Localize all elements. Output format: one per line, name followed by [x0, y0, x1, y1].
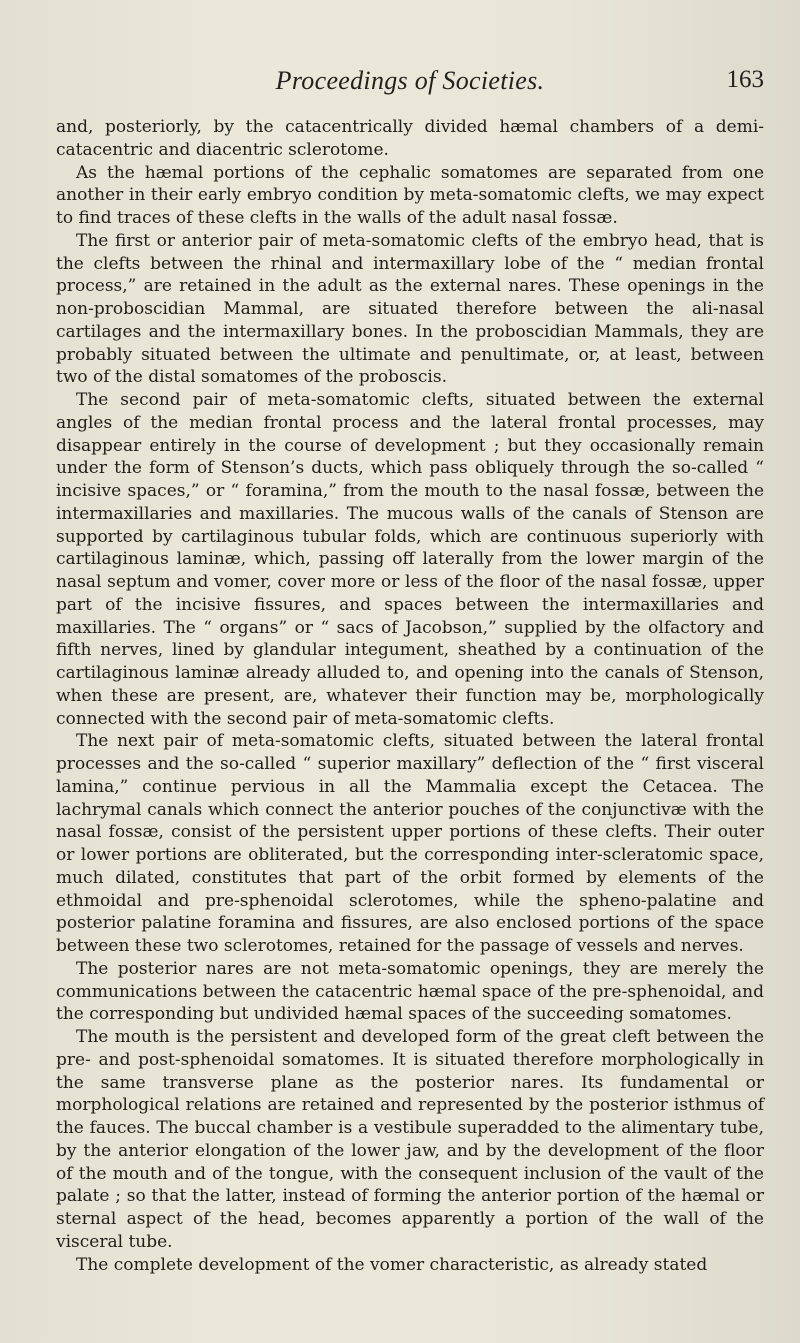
- paragraph: The mouth is the persistent and developed form of the great cleft between the pre- and post-sphenoidal somatomes. It is situated therefore morphologically in the same transverse plane as the posterior nares. Its fundamental or morphological relations are retained and represented by the posterior isthmus of the fauces. The buccal chamber is a vestibule superadded to the alimentary tube, by the anterior elongation of the lower jaw, and by the development of the floor of the mouth and of the tongue, with the consequent inclusion of the vault of the palate ; so that the latter, instead of forming the anterior portion of the hæmal or sternal aspect of the head, becomes apparently a portion of the wall of the visceral tube.: [56, 1027, 764, 1252]
- paragraph: The second pair of meta-somatomic clefts, situated between the external angles of the median frontal process and the lateral frontal processes, may disappear entirely in the course of development ; but they occasionally remain under the form of Stenson’s ducts, which pass obliquely through the so-called “ incisive spaces,” or “ foramina,” from the mouth to the nasal fossæ, between the intermaxillaries and maxillaries. The mucous walls of the canals of Stenson are supported by cartilaginous tubular folds, which are continuous superiorly with cartilaginous laminæ, which, passing off laterally from the lower margin of the nasal septum and vomer, cover more or less of the floor of the nasal fossæ, upper part of the incisive fissures, and spaces between the intermaxillaries and maxillaries. The “ organs” or “ sacs of Jacobson,” supplied by the olfactory and fifth nerves, lined by glandular integument, sheathed by a continuation of the cartilaginous laminæ already alluded to, and opening into the canals of Stenson, when these are present, are, whatever their function may be, morphologically connected with the second pair of meta-somatomic clefts.: [56, 390, 764, 729]
- paragraph: The next pair of meta-somatomic clefts, situated between the lateral frontal processes and the so-called “ superior maxillary” deflection of the “ first visceral lamina,” continue pervious in all the Mammalia except the Cetacea. The lachrymal canals which connect the anterior pouches of the conjunctivæ with the nasal fossæ, consist of the persistent upper portions of these clefts. Their outer or lower portions are obliterated, but the corresponding inter-scleratomic space, much dilated, constitutes that part of the orbit formed by elements of the ethmoidal and pre-sphenoidal sclerotomes, while the spheno-palatine and posterior palatine foramina and fissures, are also enclosed portions of the space between these two sclerotomes, retained for the passage of vessels and nerves.: [56, 731, 764, 956]
- running-head: Proceedings of Societies.: [275, 66, 545, 95]
- body-text: [56, 116, 764, 1276]
- paragraph: and, posteriorly, by the catacentrically divided hæmal chambers of a demi-catacentric and diacentric sclerotome.: [56, 117, 764, 160]
- paragraph: As the hæmal portions of the cephalic somatomes are separated from one another in their early embryo condition by meta-somatomic clefts, we may expect to find traces of these clefts in the walls of the adult nasal fossæ.: [56, 162, 764, 228]
- paragraph: The complete development of the vomer characteristic, as already stated: [76, 1254, 708, 1275]
- page-header: [56, 66, 764, 106]
- paragraph: The first or anterior pair of meta-somatomic clefts of the embryo head, that is the clefts between the rhinal and intermaxillary lobe of the “ median frontal process,” are retained in the adult as the external nares. These openings in the non-proboscidian Mammal, are situated therefore between the ali-nasal cartilages and the intermaxillary bones. In the proboscidian Mammals, they are probably situated between the ultimate and penultimate, or, at least, between two of the distal somatomes of the proboscis.: [56, 230, 764, 388]
- page-number: 163: [726, 66, 764, 93]
- paragraph: The posterior nares are not meta-somatomic openings, they are merely the communications between the catacentric hæmal space of the pre-sphenoidal, and the corresponding but undivided hæmal spaces of the succeeding somatomes.: [56, 958, 764, 1025]
